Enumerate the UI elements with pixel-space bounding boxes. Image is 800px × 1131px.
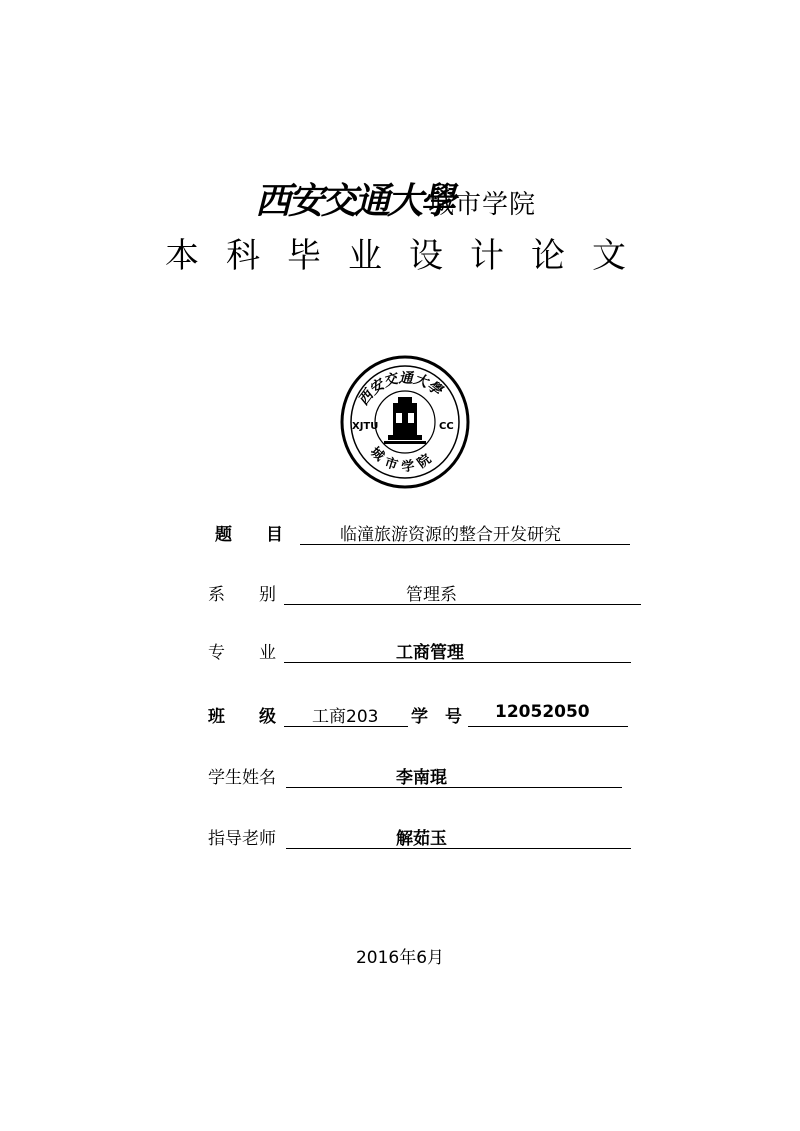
department-row: [208, 580, 643, 610]
topic-value: 临潼旅游资源的整合开发研究: [340, 525, 561, 545]
class-value: 工商203: [312, 707, 379, 727]
advisor-value: 解茹玉: [396, 829, 447, 849]
topic-row: [215, 520, 635, 550]
student-name-row: [208, 763, 628, 793]
institution-header: [0, 170, 800, 230]
student-name-value: 李南琨: [396, 768, 447, 788]
class-label: 班 级: [208, 707, 276, 727]
advisor-row: [208, 824, 633, 854]
student-name-label: 学生姓名: [208, 768, 276, 788]
submission-date: 2016年6月: [355, 948, 445, 968]
major-label: 专 业: [208, 643, 276, 663]
student-name-underline: [286, 763, 622, 788]
advisor-underline: [286, 824, 631, 849]
seal-right-text: CC: [439, 421, 454, 432]
seal-emblem-icon: [384, 397, 426, 444]
department-value: 管理系: [406, 585, 457, 605]
seal-top-text: 西安交通大學: [355, 370, 445, 409]
seal-bottom-text: 城市学院: [366, 444, 440, 476]
university-seal: [340, 355, 470, 490]
major-row: [208, 638, 633, 668]
logo-text: 西安交通大學: [255, 180, 454, 222]
advisor-label: 指导老师: [208, 829, 276, 849]
student-id-value: 12052050: [495, 702, 590, 722]
department-label: 系 别: [208, 585, 276, 605]
calligraphy-logo: [255, 178, 454, 222]
major-value: 工商管理: [396, 643, 464, 663]
student-id-label: 学 号: [411, 707, 462, 727]
topic-label: 题 目: [215, 525, 283, 545]
document-title: 本科毕业设计论文: [165, 236, 653, 276]
class-id-row: [208, 702, 633, 732]
institution-suffix: 城市学院: [428, 190, 537, 220]
seal-left-text: XJTU: [352, 421, 379, 432]
department-underline: [284, 580, 641, 605]
